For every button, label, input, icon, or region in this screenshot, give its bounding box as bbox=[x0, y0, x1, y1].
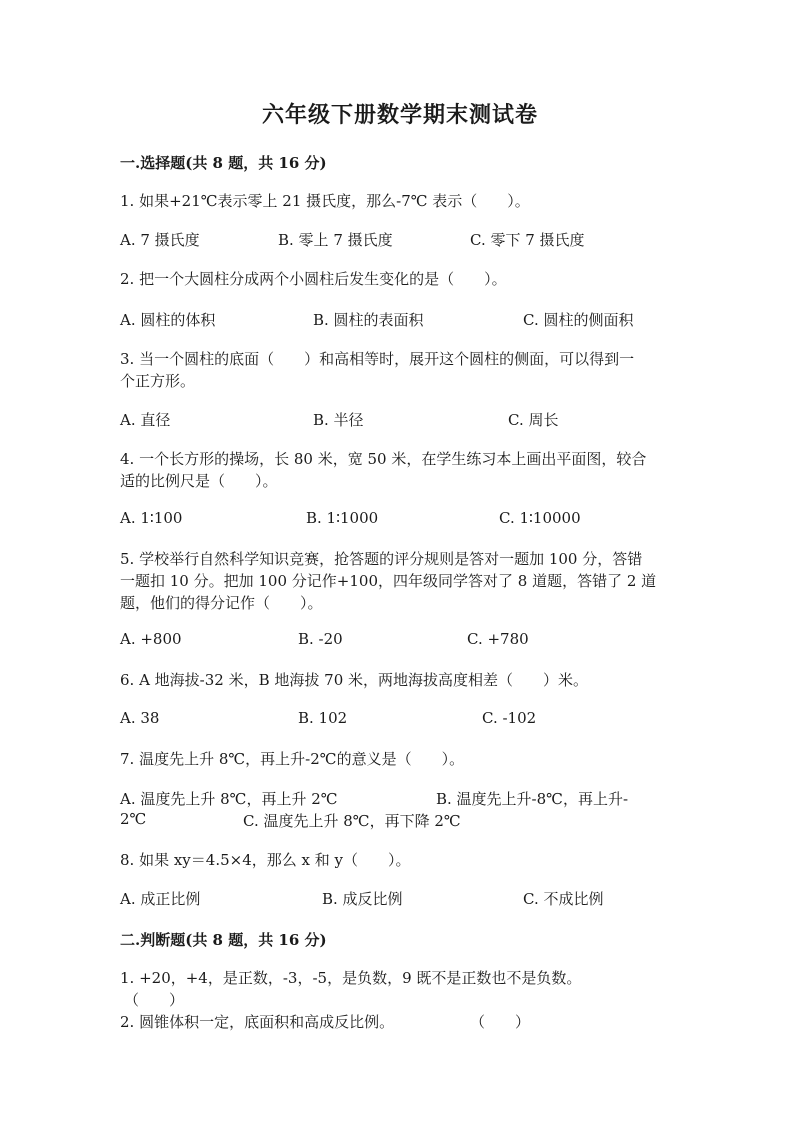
question-7-option-b-continued: 2℃ bbox=[120, 810, 147, 828]
question-5-stem-line-3: 题，他们的得分记作（ ）。 bbox=[120, 594, 323, 612]
question-8-stem: 8. 如果 xy＝4.5×4，那么 x 和 y（ ）。 bbox=[120, 851, 411, 869]
question-8-option-b: B. 成反比例 bbox=[322, 890, 403, 908]
question-8-option-a: A. 成正比例 bbox=[120, 890, 201, 908]
page-title: 六年级下册数学期末测试卷 bbox=[261, 102, 538, 128]
judgment-2-stem: 2. 圆锥体积一定，底面积和高成反比例。 bbox=[120, 1013, 395, 1031]
question-4-option-a: A. 1∶100 bbox=[120, 509, 183, 527]
question-1-option-b: B. 零上 7 摄氏度 bbox=[278, 231, 393, 249]
question-5-stem-line-1: 5. 学校举行自然科学知识竞赛，抢答题的评分规则是答对一题加 100 分，答错 bbox=[120, 550, 643, 568]
question-3-stem-line-2: 个正方形。 bbox=[120, 372, 196, 390]
question-3-stem-line-1: 3. 当一个圆柱的底面（ ）和高相等时，展开这个圆柱的侧面，可以得到一 bbox=[120, 350, 635, 368]
question-6-option-c: C. -102 bbox=[482, 709, 537, 727]
question-8-option-c: C. 不成比例 bbox=[523, 890, 604, 908]
question-2-stem: 2. 把一个大圆柱分成两个小圆柱后发生变化的是（ ）。 bbox=[120, 270, 507, 288]
question-5-stem-line-2: 一题扣 10 分。把加 100 分记作+100，四年级同学答对了 8 道题，答错了 2 道 bbox=[120, 572, 657, 590]
question-6-option-b: B. 102 bbox=[298, 709, 348, 727]
judgment-1-stem: 1. +20，+4，是正数，-3，-5，是负数，9 既不是正数也不是负数。 bbox=[120, 969, 582, 987]
question-5-option-c: C. +780 bbox=[467, 630, 529, 648]
question-4-stem-line-1: 4. 一个长方形的操场，长 80 米，宽 50 米，在学生练习本上画出平面图，较合 bbox=[120, 450, 647, 468]
question-1-option-a: A. 7 摄氏度 bbox=[120, 231, 200, 249]
question-3-option-b: B. 半径 bbox=[313, 411, 364, 429]
question-3-option-a: A. 直径 bbox=[120, 411, 171, 429]
question-7-option-c: C. 温度先上升 8℃，再下降 2℃ bbox=[243, 812, 461, 830]
section-heading-choice: 一.选择题(共 8 题，共 16 分) bbox=[120, 154, 327, 172]
question-7-option-a: A. 温度先上升 8℃，再上升 2℃ bbox=[120, 790, 338, 808]
question-4-stem-line-2: 适的比例尺是（ ）。 bbox=[120, 472, 278, 490]
question-5-option-b: B. -20 bbox=[298, 630, 343, 648]
judgment-2-answer-paren: （ ） bbox=[470, 1013, 531, 1031]
judgment-1-answer-paren: （ ） bbox=[124, 991, 185, 1009]
question-1-option-c: C. 零下 7 摄氏度 bbox=[470, 231, 585, 249]
question-2-option-c: C. 圆柱的侧面积 bbox=[523, 311, 634, 329]
question-4-option-b: B. 1∶1000 bbox=[306, 509, 379, 527]
question-1-stem: 1. 如果+21℃表示零上 21 摄氏度，那么-7℃ 表示（ ）。 bbox=[120, 192, 530, 210]
question-2-option-b: B. 圆柱的表面积 bbox=[313, 311, 424, 329]
question-7-option-b: B. 温度先上升-8℃，再上升- bbox=[436, 790, 629, 808]
question-2-option-a: A. 圆柱的体积 bbox=[120, 311, 216, 329]
question-3-option-c: C. 周长 bbox=[508, 411, 559, 429]
question-6-stem: 6. A 地海拔-32 米，B 地海拔 70 米，两地海拔高度相差（ ）米。 bbox=[120, 671, 589, 689]
question-4-option-c: C. 1∶10000 bbox=[499, 509, 581, 527]
question-6-option-a: A. 38 bbox=[120, 709, 160, 727]
question-7-stem: 7. 温度先上升 8℃，再上升-2℃的意义是（ ）。 bbox=[120, 750, 465, 768]
section-heading-judgment: 二.判断题(共 8 题，共 16 分) bbox=[120, 931, 327, 949]
question-5-option-a: A. +800 bbox=[120, 630, 182, 648]
